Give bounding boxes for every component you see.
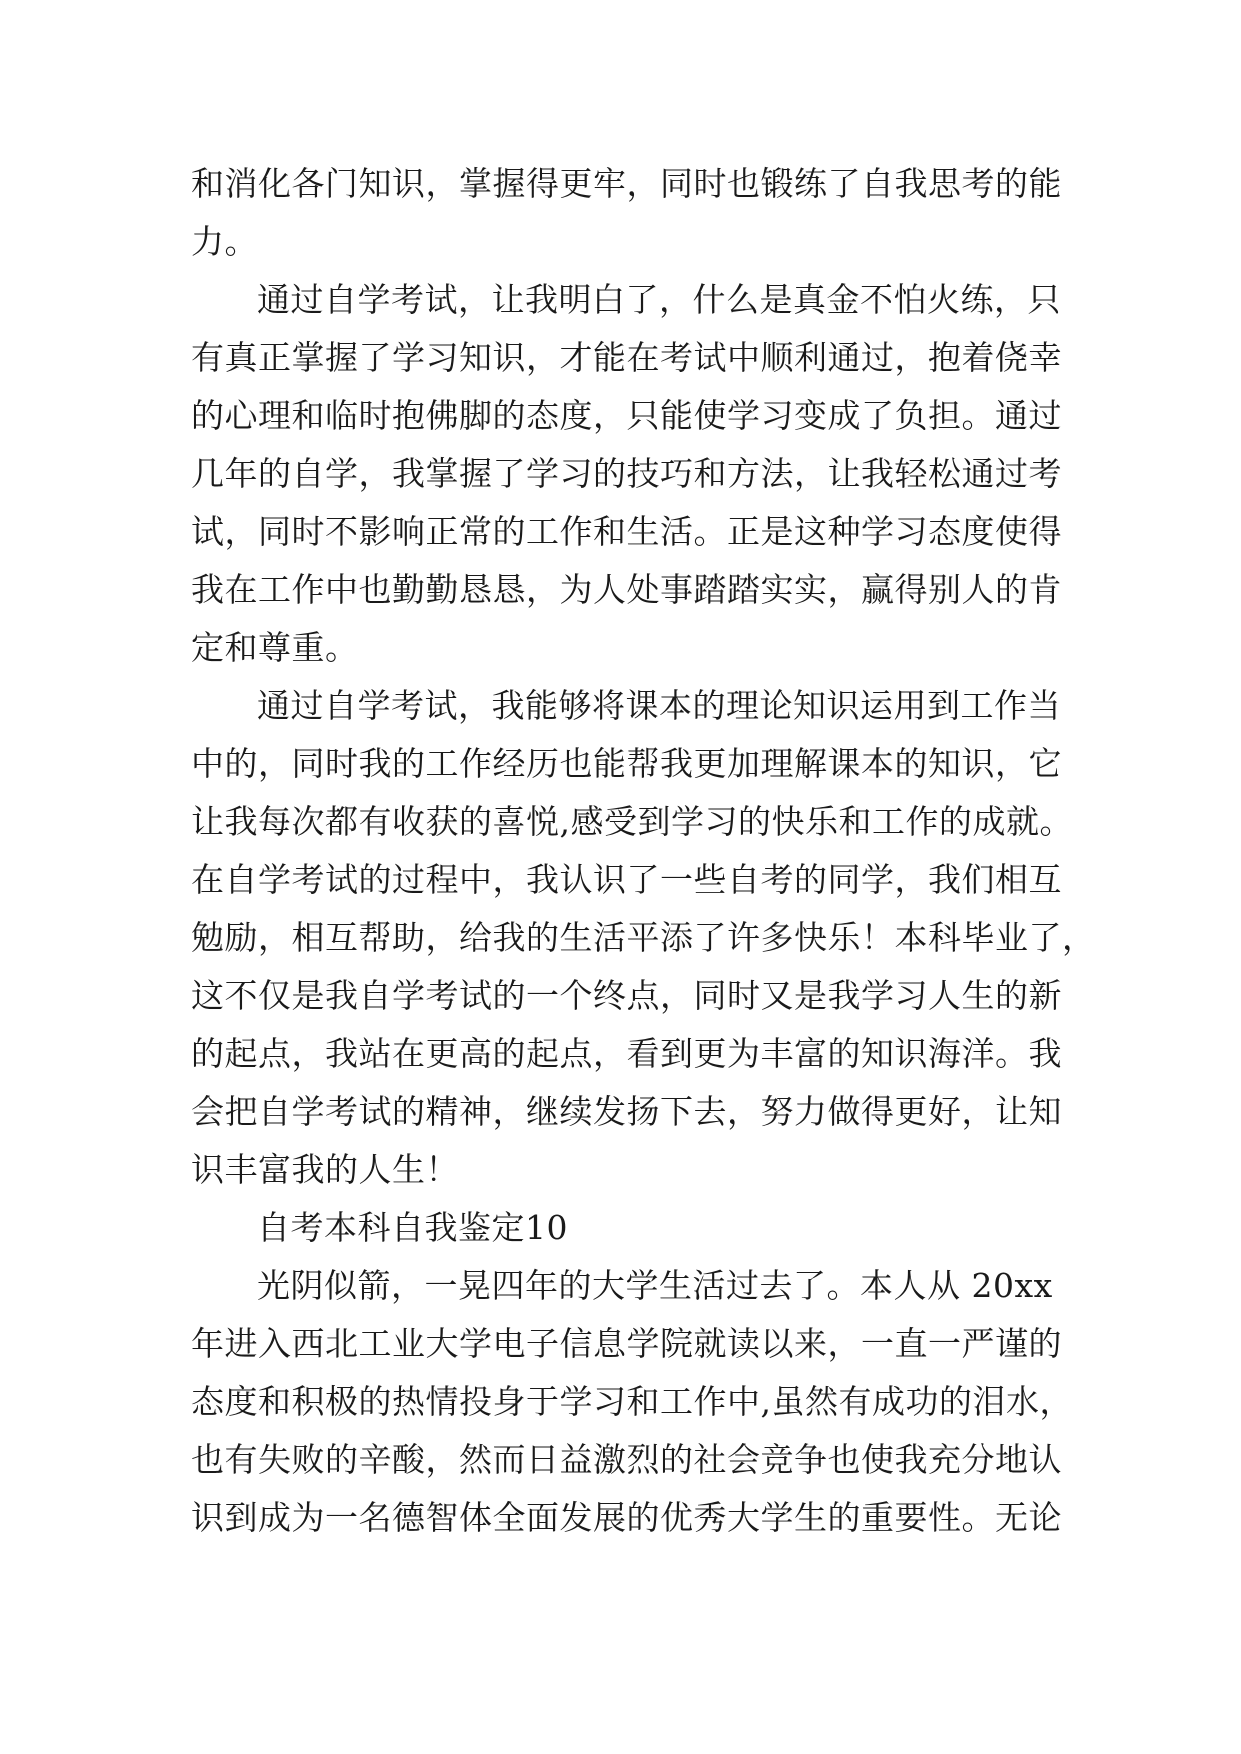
text-line: 会把自学考试的精神，继续发扬下去，努力做得更好，让知 — [191, 1092, 1062, 1131]
text-line: 在自学考试的过程中，我认识了一些自考的同学，我们相互 — [191, 860, 1062, 899]
text-line: 力。 — [191, 222, 258, 261]
text-line: 和消化各门知识，掌握得更牢，同时也锻练了自我思考的能 — [191, 164, 1062, 203]
section-heading: 自考本科自我鉴定10 — [257, 1208, 568, 1247]
text-line: 识丰富我的人生！ — [191, 1150, 459, 1189]
text-line: 中的，同时我的工作经历也能帮我更加理解课本的知识，它 — [191, 744, 1062, 783]
text-line: 的心理和临时抱佛脚的态度，只能使学习变成了负担。通过 — [191, 396, 1062, 435]
text-line: 让我每次都有收获的喜悦,感受到学习的快乐和工作的成就。 — [191, 802, 1073, 841]
text-line: 识到成为一名德智体全面发展的优秀大学生的重要性。无论 — [191, 1498, 1062, 1537]
text-line: 也有失败的辛酸，然而日益激烈的社会竞争也使我充分地认 — [191, 1440, 1062, 1479]
text-line: 几年的自学，我掌握了学习的技巧和方法，让我轻松通过考 — [191, 454, 1062, 493]
text-line: 有真正掌握了学习知识，才能在考试中顺利通过，抱着侥幸 — [191, 338, 1062, 377]
text-line: 试，同时不影响正常的工作和生活。正是这种学习态度使得 — [191, 512, 1062, 551]
text-line: 我在工作中也勤勤恳恳，为人处事踏踏实实，赢得别人的肯 — [191, 570, 1062, 609]
text-line: 勉励，相互帮助，给我的生活平添了许多快乐！本科毕业了， — [191, 918, 1096, 957]
text-line: 年进入西北工业大学电子信息学院就读以来，一直一严谨的 — [191, 1324, 1062, 1363]
text-line: 态度和积极的热情投身于学习和工作中,虽然有成功的泪水， — [191, 1382, 1073, 1421]
text-line: 这不仅是我自学考试的一个终点，同时又是我学习人生的新 — [191, 976, 1062, 1015]
paragraph-first-line: 通过自学考试，我能够将课本的理论知识运用到工作当 — [257, 686, 1061, 725]
text-line: 定和尊重。 — [191, 628, 359, 667]
paragraph-first-line: 通过自学考试，让我明白了，什么是真金不怕火练，只 — [257, 280, 1061, 319]
text-line: 的起点，我站在更高的起点，看到更为丰富的知识海洋。我 — [191, 1034, 1062, 1073]
paragraph-first-line: 光阴似箭，一晃四年的大学生活过去了。本人从 20xx — [257, 1266, 1053, 1305]
